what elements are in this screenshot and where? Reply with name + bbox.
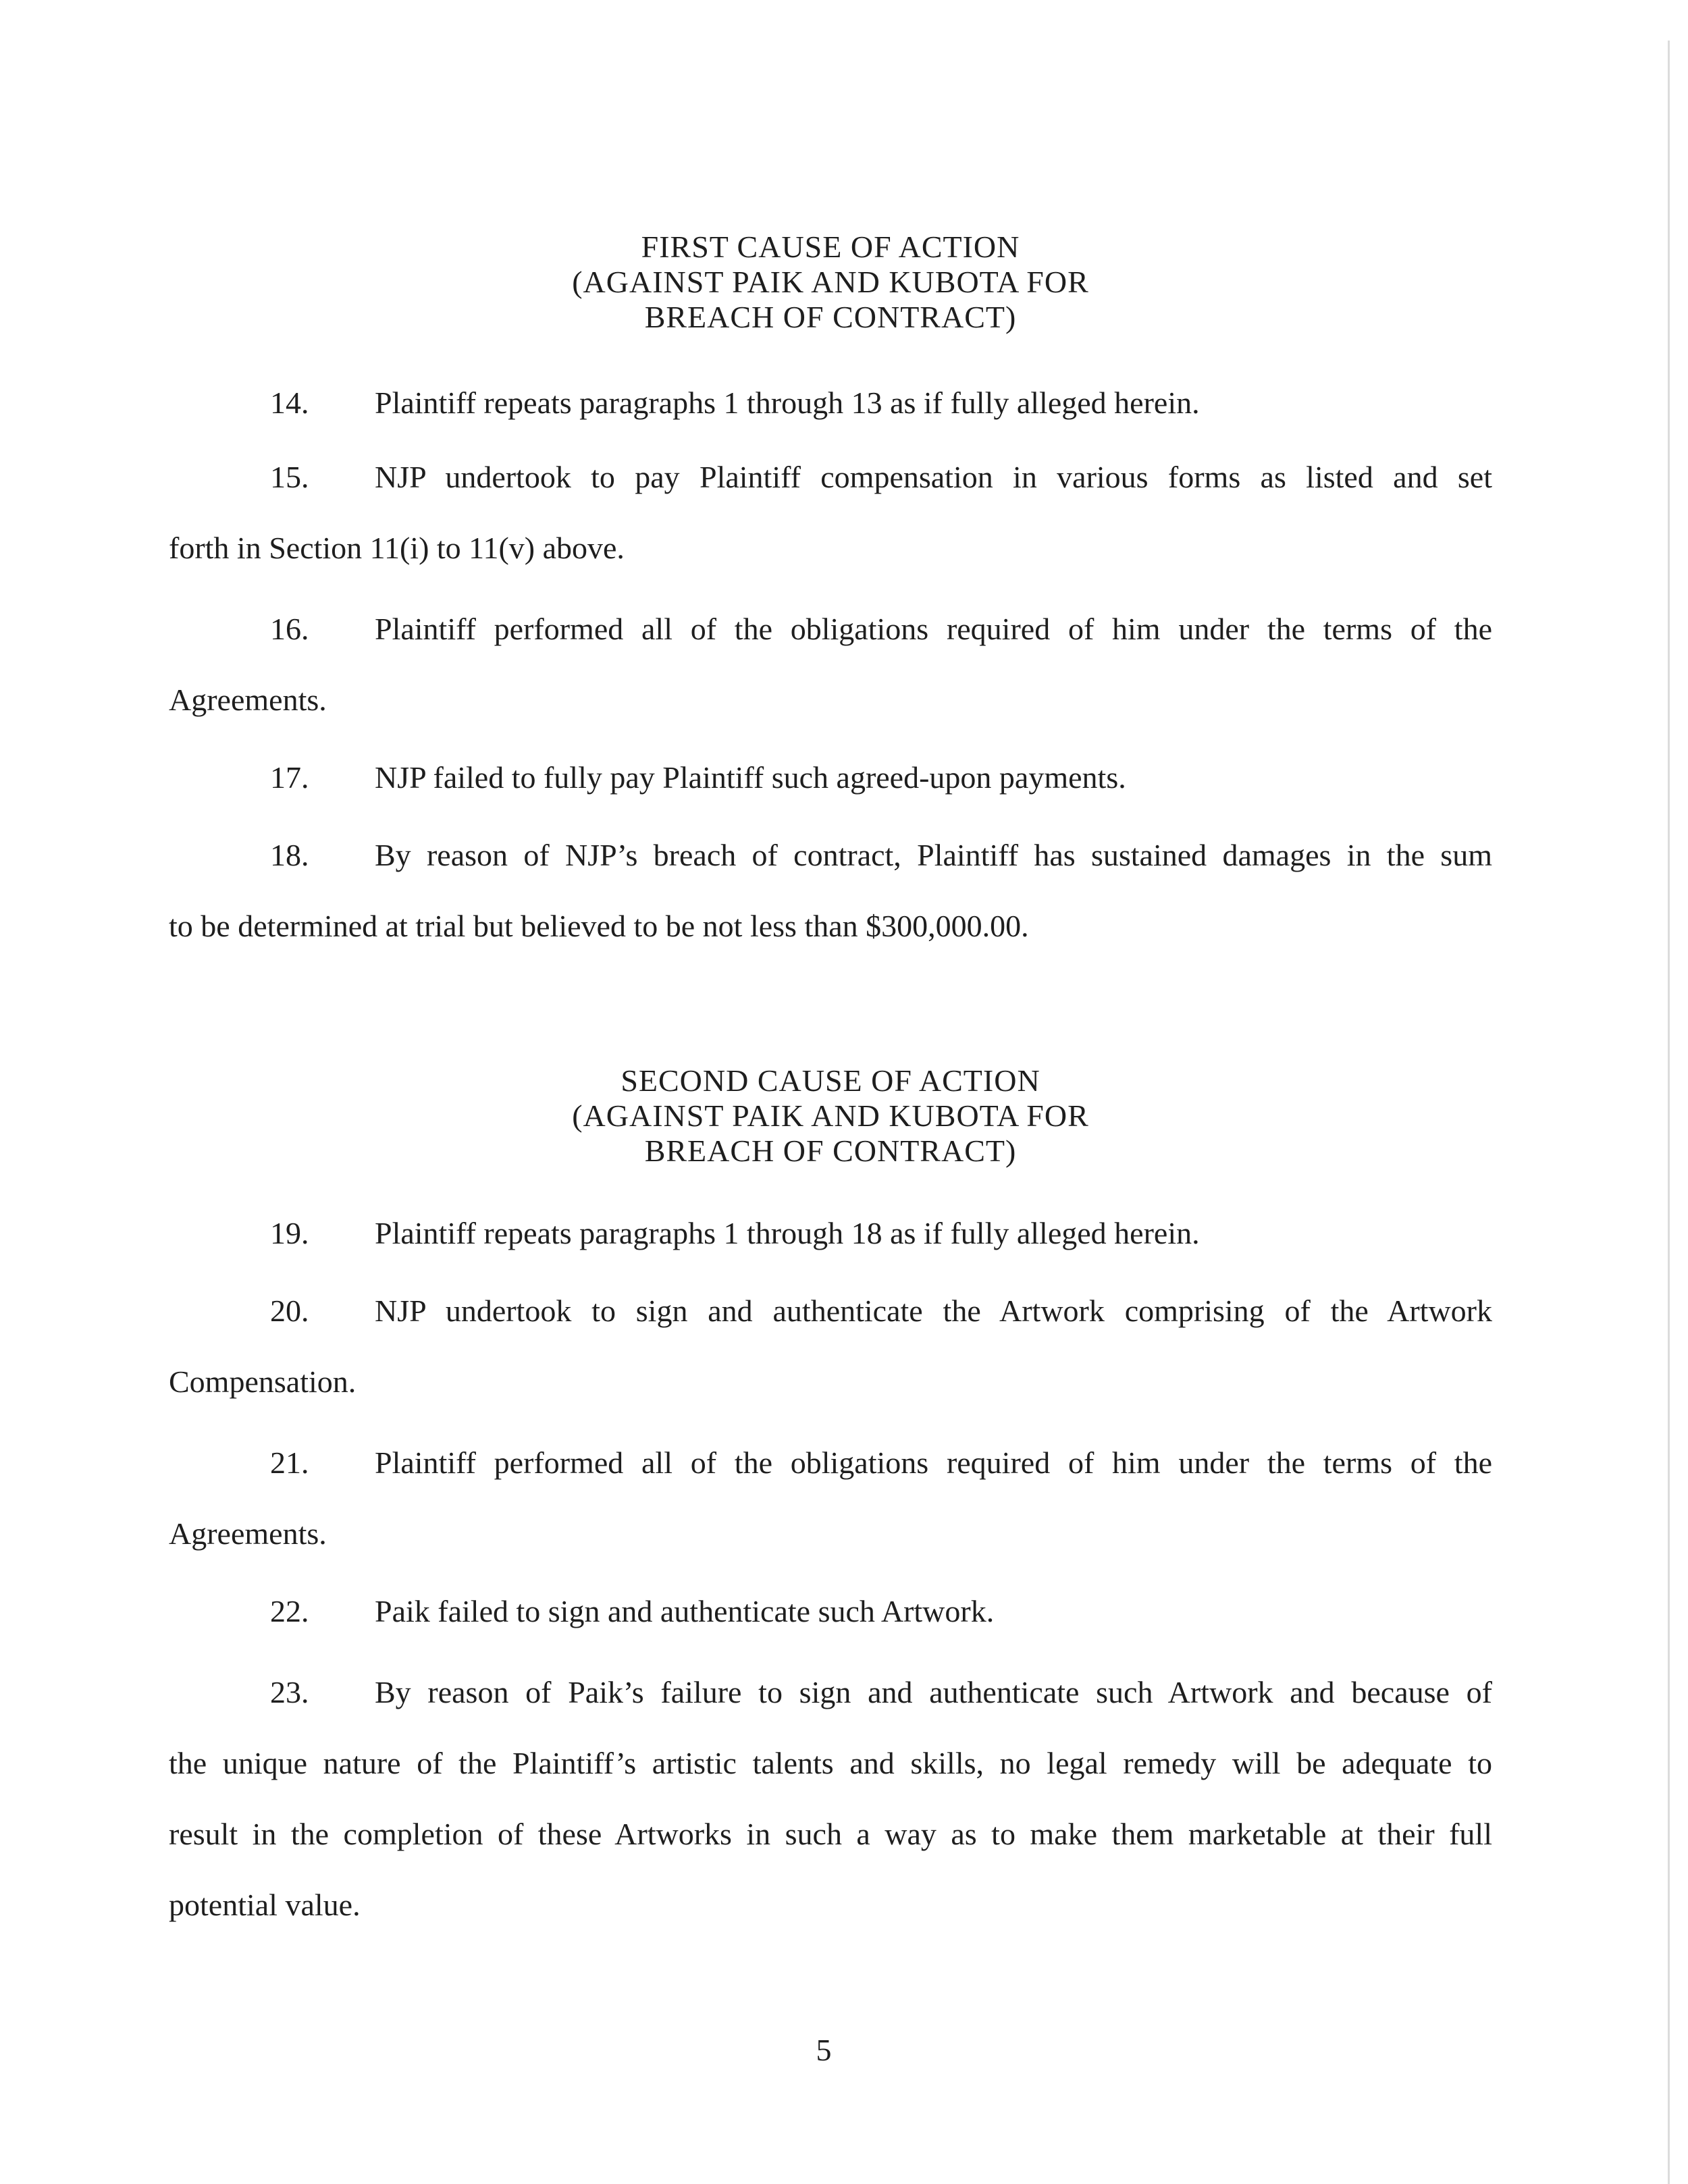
paragraph-number: 19. <box>270 1216 309 1250</box>
paragraph-text-line: potential value. <box>169 1888 361 1922</box>
first-cause-title: FIRST CAUSE OF ACTION <box>641 230 1020 264</box>
paragraph-text-line: Plaintiff performed all of the obligations required of him under the terms of the <box>375 1445 1492 1480</box>
paragraph-number: 17. <box>270 760 309 795</box>
paragraph-number: 15. <box>270 460 309 494</box>
paragraph-text-line: the unique nature of the Plaintiff’s artistic talents and skills, no legal remedy will be adequate to <box>169 1746 1492 1780</box>
paragraph-text-line: Plaintiff repeats paragraphs 1 through 18 as if fully alleged herein. <box>375 1216 1200 1250</box>
paragraph-text-line: Agreements. <box>169 683 327 717</box>
paragraph-text-line: result in the completion of these Artworks in such a way as to make them marketable at their full <box>169 1817 1492 1851</box>
paragraph-number: 20. <box>270 1294 309 1328</box>
second-cause-subtitle-line2: BREACH OF CONTRACT) <box>644 1134 1017 1168</box>
paragraph-text-line: By reason of Paik’s failure to sign and authenticate such Artwork and because of <box>375 1675 1492 1709</box>
paragraph-text-line: By reason of NJP’s breach of contract, Plaintiff has sustained damages in the sum <box>375 838 1492 872</box>
second-cause-heading <box>169 1063 1492 1169</box>
paragraph-text-line: Plaintiff performed all of the obligations required of him under the terms of the <box>375 612 1492 646</box>
paragraph-text-line: Agreements. <box>169 1516 327 1551</box>
paragraph-number: 14. <box>270 385 309 420</box>
paragraph-number: 16. <box>270 612 309 646</box>
second-cause-subtitle-line1: (AGAINST PAIK AND KUBOTA FOR <box>572 1098 1089 1133</box>
paragraph-text-line: NJP failed to fully pay Plaintiff such agreed-upon payments. <box>375 760 1126 795</box>
second-cause-title: SECOND CAUSE OF ACTION <box>621 1063 1040 1098</box>
paragraph-text-line: NJP undertook to pay Plaintiff compensation in various forms as listed and set <box>375 460 1492 494</box>
first-cause-heading <box>169 230 1492 335</box>
first-cause-subtitle-line2: BREACH OF CONTRACT) <box>644 300 1017 334</box>
paragraph-text-line: NJP undertook to sign and authenticate the Artwork comprising of the Artwork <box>375 1294 1492 1328</box>
paragraph-text-line: Plaintiff repeats paragraphs 1 through 13 as if fully alleged herein. <box>375 385 1200 420</box>
paragraph-number: 21. <box>270 1445 309 1480</box>
paragraph-text-line: Compensation. <box>169 1364 357 1399</box>
paragraph-number: 22. <box>270 1594 309 1628</box>
page-number: 5 <box>816 2033 832 2067</box>
paragraph-text-line: forth in Section 11(i) to 11(v) above. <box>169 531 625 565</box>
paragraph-text-line: to be determined at trial but believed to be not less than $300,000.00. <box>169 909 1029 943</box>
paragraph-number: 23. <box>270 1675 309 1709</box>
first-cause-subtitle-line1: (AGAINST PAIK AND KUBOTA FOR <box>572 265 1089 299</box>
paragraph-text-line: Paik failed to sign and authenticate such Artwork. <box>375 1594 995 1628</box>
page-edge-line <box>1668 41 1670 2184</box>
paragraph-number: 18. <box>270 838 309 872</box>
